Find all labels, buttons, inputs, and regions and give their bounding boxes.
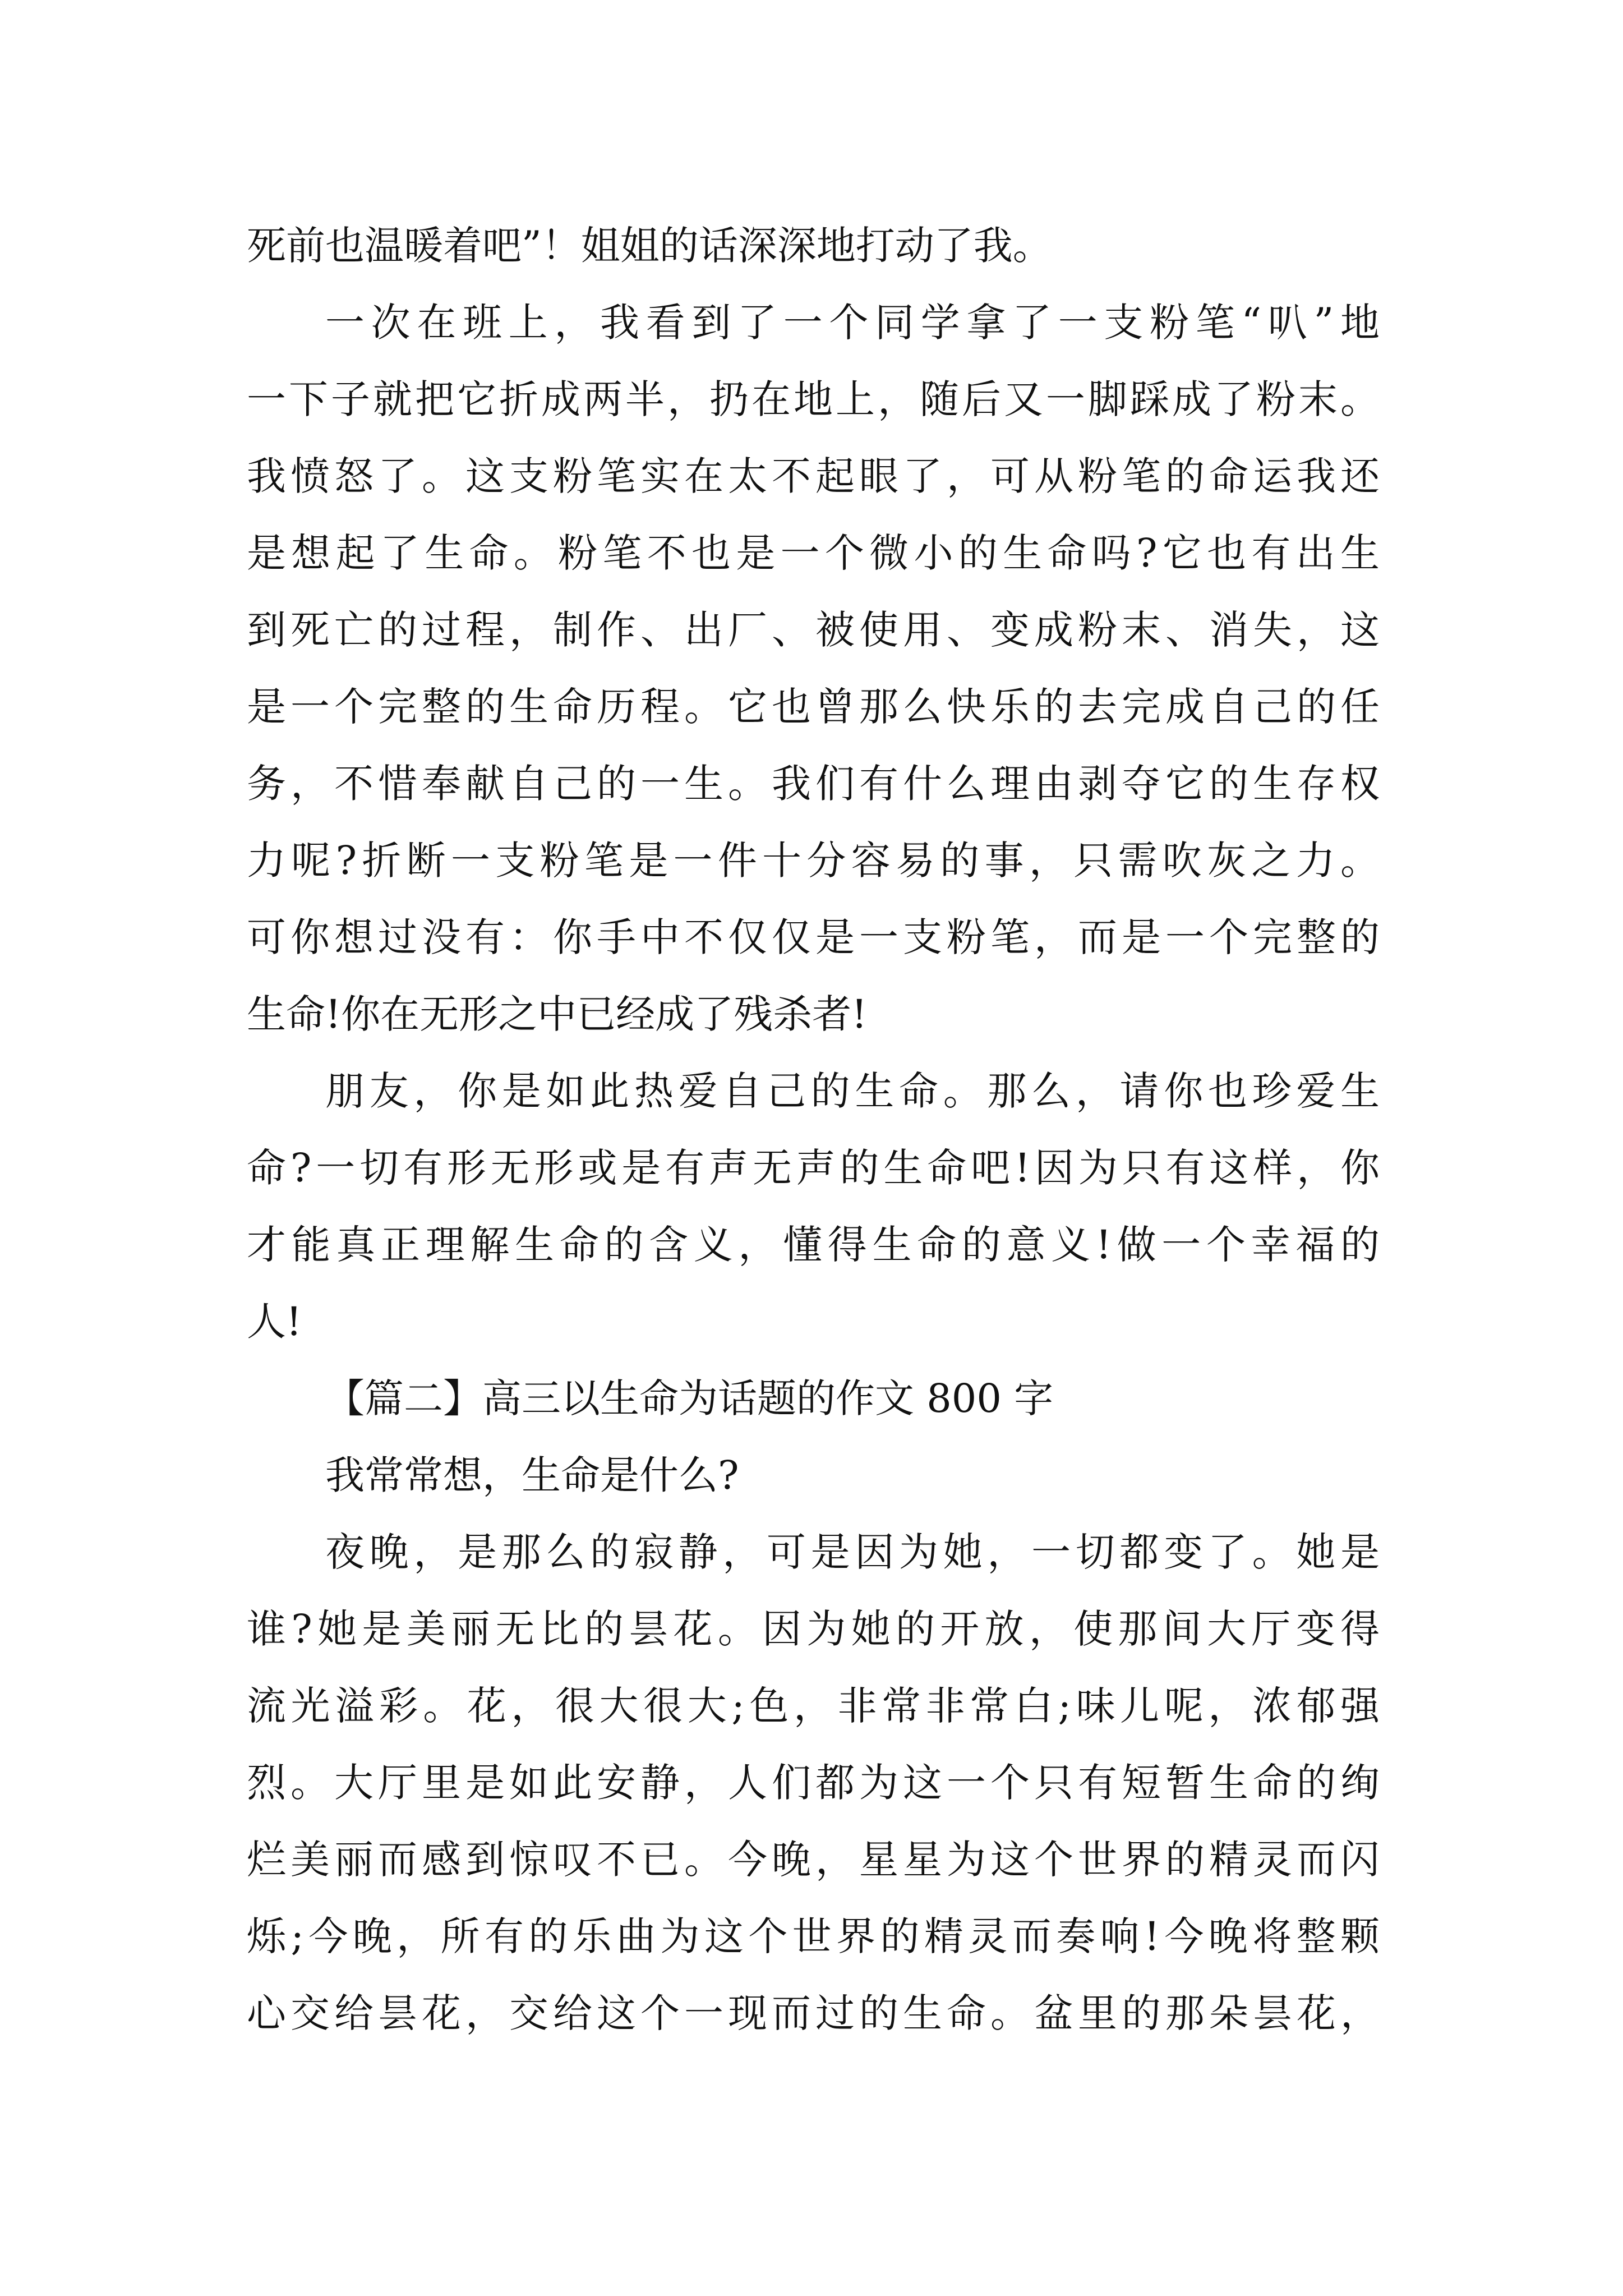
article-body [247, 208, 1380, 2052]
text-line: 生命!你在无形之中已经成了残杀者! [247, 991, 868, 1037]
text-line: 烁;今晚，所有的乐曲为这个世界的精灵而奏响!今晚将整颗 [247, 1913, 1380, 1959]
text-line: 是一个完整的生命历程。它也曾那么快乐的去完成自己的任 [247, 684, 1380, 730]
text-line: 心交给昙花，交给这个一现而过的生命。盆里的那朵昙花， [247, 1990, 1380, 2036]
text-line: 命?一切有形无形或是有声无声的生命吧!因为只有这样，你 [247, 1145, 1380, 1191]
text-line: 我常常想，生命是什么? [325, 1452, 739, 1498]
text-line: 夜晚，是那么的寂静，可是因为她，一切都变了。她是 [325, 1529, 1380, 1575]
text-line: 朋友，你是如此热爱自己的生命。那么，请你也珍爱生 [325, 1068, 1380, 1114]
text-line: 死前也温暖着吧”！姐姐的话深深地打动了我。 [247, 223, 1052, 269]
text-line: 一次在班上，我看到了一个同学拿了一支粉笔“叭”地 [325, 300, 1380, 346]
text-line: 烂美丽而感到惊叹不已。今晚，星星为这个世界的精灵而闪 [247, 1837, 1380, 1883]
text-line: 力呢?折断一支粉笔是一件十分容易的事，只需吹灰之力。 [247, 838, 1380, 884]
text-line: 我愤怒了。这支粉笔实在太不起眼了，可从粉笔的命运我还 [247, 453, 1380, 499]
text-line: 务，不惜奉献自己的一生。我们有什么理由剥夺它的生存权 [247, 761, 1380, 807]
text-line: 才能真正理解生命的含义，懂得生命的意义!做一个幸福的 [247, 1222, 1380, 1268]
text-line: 谁?她是美丽无比的昙花。因为她的开放，使那间大厅变得 [247, 1606, 1380, 1652]
text-line: 烈。大厅里是如此安静，人们都为这一个只有短暂生命的绚 [247, 1760, 1380, 1806]
text-line: 流光溢彩。花，很大很大;色，非常非常白;味儿呢，浓郁强 [247, 1683, 1380, 1729]
text-line: 一下子就把它折成两半，扔在地上，随后又一脚踩成了粉末。 [247, 376, 1380, 422]
text-line: 可你想过没有：你手中不仅仅是一支粉笔，而是一个完整的 [247, 914, 1380, 960]
section-heading: 【篇二】高三以生命为话题的作文 800 字 [325, 1375, 1054, 1421]
text-line: 人! [247, 1299, 302, 1345]
text-line: 是想起了生命。粉笔不也是一个微小的生命吗?它也有出生 [247, 530, 1380, 576]
text-line: 到死亡的过程，制作、出厂、被使用、变成粉末、消失，这 [247, 607, 1380, 653]
